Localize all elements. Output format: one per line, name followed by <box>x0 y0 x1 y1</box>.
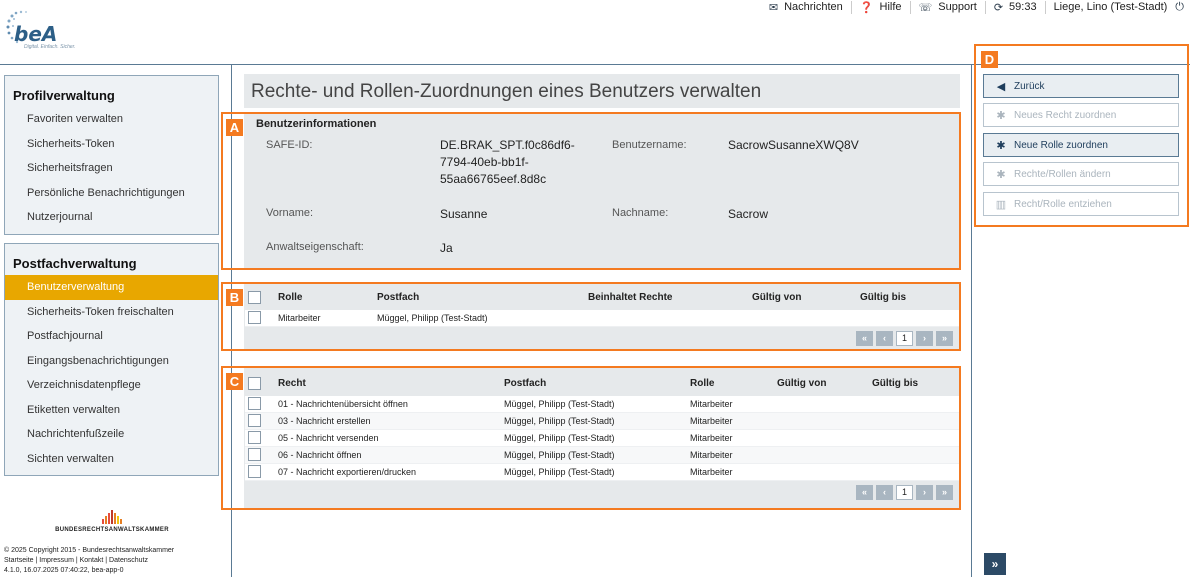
annotation-c-box <box>221 366 961 510</box>
sidebar-item-nutzerjournal[interactable]: Nutzerjournal <box>27 211 93 223</box>
page-title-bar <box>244 74 960 108</box>
footer: © 2025 Copyright 2015 - Bundesrechtsanwaltskammer Startseite | Impressum | Kontakt | Datenschutz 4.1.0, 16.07.2025 07:40:22, bea-app-0 <box>4 547 175 574</box>
annotation-b-label: B <box>226 289 243 306</box>
table-row[interactable]: 07 - Nachricht exportieren/drucken Müggel, Philipp (Test-Stadt) Mitarbeiter <box>245 464 959 481</box>
sidebar-item-benutzerverwaltung[interactable]: Benutzerverwaltung <box>5 275 218 300</box>
sidebar-item-etiketten[interactable]: Etiketten verwalten <box>27 403 120 416</box>
annotation-c-label: C <box>226 373 243 390</box>
annotation-d-label: D <box>981 51 998 68</box>
refresh-icon: ⟳ <box>993 1 1004 14</box>
next-page-button[interactable]: › <box>916 485 933 500</box>
first-page-button[interactable]: « <box>856 485 873 500</box>
safe-id-value: DE.BRAK_SPT.f0c86df6- 7794-40eb-bb1f- 55aa66765eef.8d8c <box>440 138 575 186</box>
power-icon[interactable]: ⏻ <box>1175 0 1184 13</box>
right-divider <box>971 64 972 577</box>
footer-links[interactable]: Startseite | Impressum | Kontakt | Datenschutz <box>4 557 148 564</box>
sidebar-item-postfachjournal[interactable]: Postfachjournal <box>27 330 103 342</box>
annotation-b-box <box>221 282 961 351</box>
last-page-button[interactable]: » <box>936 485 953 500</box>
sidebar-item-sicherheits-token[interactable]: Sicherheits-Token <box>27 137 115 150</box>
table-row[interactable]: 03 - Nachricht erstellen Müggel, Philipp (Test-Stadt) Mitarbeiter <box>245 413 959 430</box>
headset-icon: ☏ <box>918 1 933 14</box>
sidebar-item-verzeichnisdatenpflege[interactable]: Verzeichnisdatenpflege <box>27 379 141 391</box>
sidebar-item-benachrichtigungen[interactable]: Persönliche Benachrichtigungen <box>27 186 185 199</box>
top-bar <box>761 0 1190 14</box>
last-page-button[interactable]: » <box>936 331 953 346</box>
annotation-a-label: A <box>226 119 243 136</box>
profile-nav-title: Profilverwaltung <box>13 88 115 103</box>
change-rights-button[interactable]: ✱ Rechte/Rollen ändern <box>983 162 1179 186</box>
bea-logo[interactable]: beA Digital. Einfach. Sicher. <box>4 6 90 52</box>
session-timer[interactable]: ⟳ 59:33 <box>985 1 1045 14</box>
user-info-panel: Benutzerinformationen SAFE-ID: DE.BRAK_SPT.f0c86df6- 7794-40eb-bb1f- 55aa66765eef.8d8c Benutzername: SacrowSusanneXWQ8V Vorname: Susanne Nachname: Sacrow Anwaltseigenschaft: Ja <box>244 112 960 268</box>
prev-page-button[interactable]: ‹ <box>876 331 893 346</box>
question-icon: ❓ <box>859 1 874 14</box>
table-row[interactable]: 05 - Nachricht versenden Müggel, Philipp (Test-Stadt) Mitarbeiter <box>245 430 959 447</box>
sidebar-item-favoriten[interactable]: Favoriten verwalten <box>27 113 123 125</box>
user-menu[interactable]: Liege, Lino (Test-Stadt) ⏻ <box>1045 1 1190 14</box>
support-link[interactable]: ☏ Support <box>910 1 985 14</box>
gear-icon: ✱ <box>996 109 1006 122</box>
sidebar-item-sicherheitsfragen[interactable]: Sicherheitsfragen <box>27 162 113 174</box>
table-row[interactable]: 06 - Nachricht öffnen Müggel, Philipp (Test-Stadt) Mitarbeiter <box>245 447 959 464</box>
gear-icon: ✱ <box>996 139 1006 152</box>
sidebar-item-fusszeile[interactable]: Nachrichtenfußzeile <box>27 428 125 440</box>
page-title: Rechte- und Rollen-Zuordnungen eines Benutzers verwalten <box>251 81 762 102</box>
table-row[interactable]: 01 - Nachrichtenübersicht öffnen Müggel, Philipp (Test-Stadt) Mitarbeiter <box>245 396 959 413</box>
prev-page-button[interactable]: ‹ <box>876 485 893 500</box>
brak-bars-icon <box>52 510 172 524</box>
sidebar-item-token-freischalten[interactable]: Sicherheits-Token freischalten <box>27 305 174 318</box>
back-button[interactable]: ◀ Zurück <box>983 74 1179 98</box>
messages-link[interactable]: ✉ Nachrichten <box>768 1 843 14</box>
postfach-nav <box>4 243 219 476</box>
first-page-button[interactable]: « <box>856 331 873 346</box>
lawyer-value: Ja <box>440 241 453 255</box>
table-row[interactable]: Mitarbeiter Müggel, Philipp (Test-Stadt) <box>245 310 959 327</box>
lastname-value: Sacrow <box>728 207 769 221</box>
profile-nav <box>4 75 219 235</box>
firstname-value: Susanne <box>440 207 488 221</box>
sidebar-item-sichten[interactable]: Sichten verwalten <box>27 452 114 465</box>
help-link[interactable]: ❓ Hilfe <box>851 1 910 14</box>
trash-icon: ▥ <box>995 198 1007 211</box>
envelope-icon: ✉ <box>768 1 779 14</box>
annotation-a-box <box>221 112 961 270</box>
new-right-button[interactable]: ✱ Neues Recht zuordnen <box>983 103 1179 127</box>
page-number[interactable]: 1 <box>896 331 913 346</box>
gear-icon: ✱ <box>996 168 1006 181</box>
remove-right-button[interactable]: ▥ Recht/Rolle entziehen <box>983 192 1179 216</box>
next-page-button[interactable]: › <box>916 331 933 346</box>
page-number[interactable]: 1 <box>896 485 913 500</box>
arrow-left-circle-icon: ◀ <box>996 80 1006 93</box>
rights-table: Recht Postfach Rolle Gültig von Gültig bis 01 - Nachrichtenübersicht öffnen Müggel, Philipp (Test-Stadt) Mitarbeiter 03 - Nachricht erstellen Müggel, Philipp (Test-Stadt) Mitarbeiter 05 - Nachricht versenden Müggel, Philipp (Test-Stadt) Mitarbeiter 06 - Nachricht öffnen Müggel, Philipp (Test-Stadt) Mitarbeiter 07 - Nachricht exportieren/drucken Müggel, Philipp (Test-Stadt) Mitarbeiter « ‹ 1 › » <box>244 368 960 508</box>
brak-logo: BUNDESRECHTSANWALTSKAMMER <box>52 510 172 533</box>
expand-panel-button[interactable]: » <box>984 553 1006 575</box>
username-value: SacrowSusanneXWQ8V <box>728 138 859 152</box>
postfach-nav-title: Postfachverwaltung <box>13 256 137 271</box>
sidebar-item-eingangsbenachrichtigungen[interactable]: Eingangsbenachrichtigungen <box>27 354 169 367</box>
new-role-button[interactable]: ✱ Neue Rolle zuordnen <box>983 133 1179 157</box>
roles-table: Rolle Postfach Beinhaltet Rechte Gültig von Gültig bis Mitarbeiter Müggel, Philipp (Test-Stadt) « ‹ 1 › » <box>244 284 960 350</box>
